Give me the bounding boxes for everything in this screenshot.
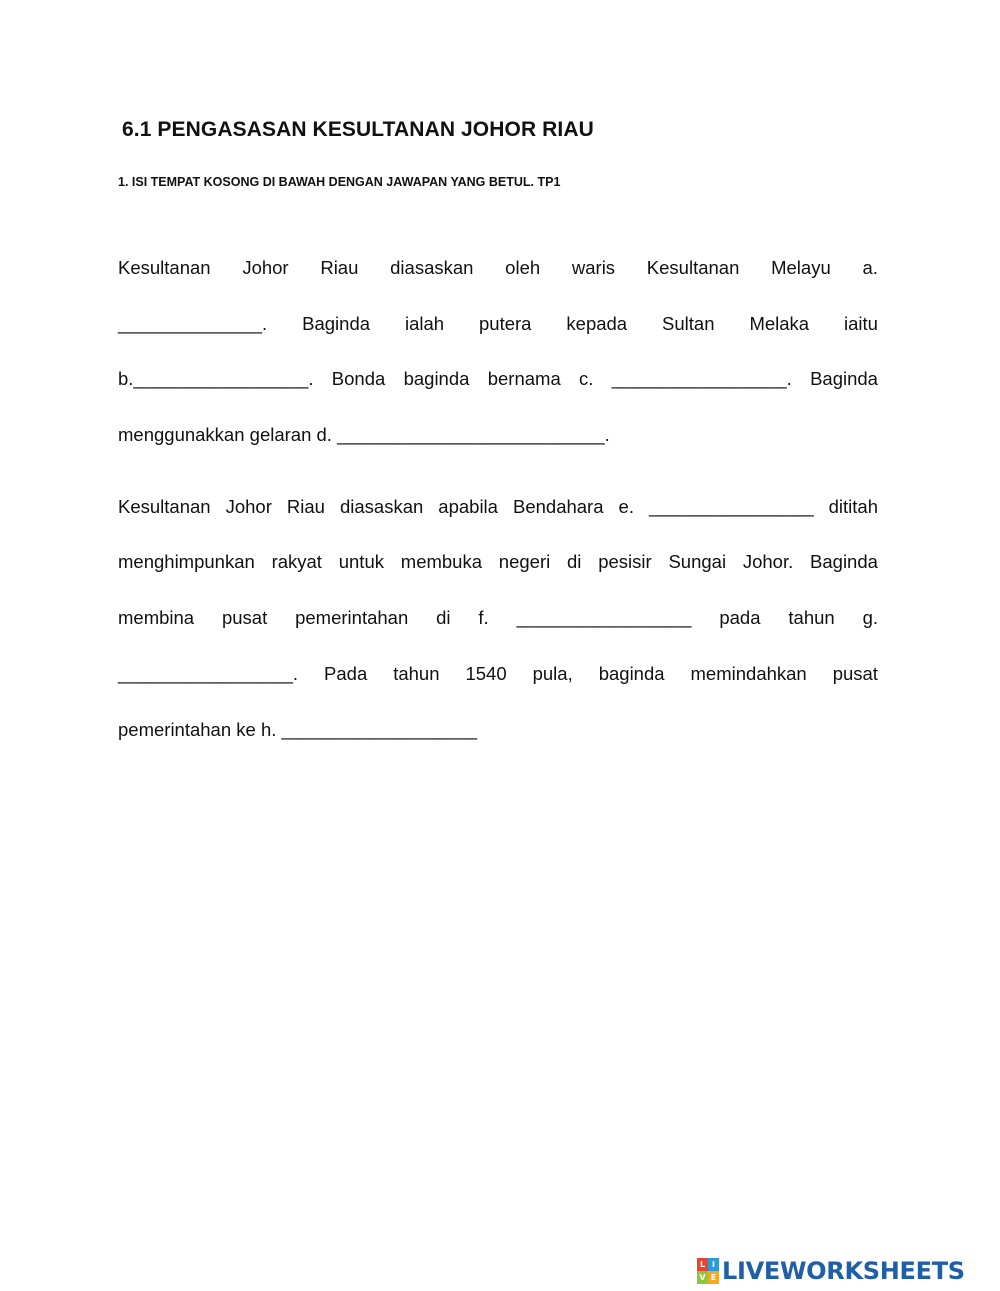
word: Bendahara xyxy=(512,496,604,517)
word: Kesultanan xyxy=(118,257,211,278)
word: ialah xyxy=(404,313,445,334)
paragraph2-line1 xyxy=(118,495,878,519)
word: Kesultanan xyxy=(646,257,740,278)
logo-letter-e: E xyxy=(708,1271,719,1284)
word: _________________. xyxy=(611,368,792,389)
word: e. xyxy=(618,496,634,517)
logo-letter-v: V xyxy=(697,1271,708,1284)
word: Melaka xyxy=(749,313,810,334)
paragraph1-line3 xyxy=(118,367,878,391)
word: _________________. xyxy=(118,663,299,684)
word: negeri xyxy=(498,551,551,572)
word: pusat xyxy=(221,607,268,628)
word: iaitu xyxy=(844,313,878,334)
word: baginda xyxy=(403,368,470,389)
word: menghimpunkan xyxy=(118,551,255,572)
word: pada xyxy=(719,607,761,628)
word: rakyat xyxy=(271,551,322,572)
word: f. xyxy=(478,607,489,628)
word: tahun xyxy=(788,607,835,628)
paragraph2-line2 xyxy=(118,550,878,574)
word: membina xyxy=(118,607,195,628)
worksheet-instruction: 1. ISI TEMPAT KOSONG DI BAWAH DENGAN JAWAPAN YANG BETUL. TP1 xyxy=(118,175,561,189)
paragraph1-line1 xyxy=(118,256,878,280)
word: Baginda xyxy=(810,368,878,389)
word: diasaskan xyxy=(339,496,424,517)
word: 1540 xyxy=(465,663,507,684)
word: Baginda xyxy=(810,551,878,572)
word: bernama xyxy=(487,368,561,389)
word: _________________ xyxy=(516,607,692,628)
worksheet-title: 6.1 PENGASASAN KESULTANAN JOHOR RIAU xyxy=(122,118,594,141)
word: c. xyxy=(579,368,594,389)
word: waris xyxy=(571,257,616,278)
word: Sultan xyxy=(662,313,715,334)
word: ________________ xyxy=(648,496,814,517)
word: ______________. xyxy=(118,313,268,334)
word: Kesultanan xyxy=(118,496,211,517)
liveworksheets-logo xyxy=(697,1257,965,1285)
word: Riau xyxy=(320,257,359,278)
word: pemerintahan xyxy=(295,607,409,628)
word: dititah xyxy=(828,496,878,517)
word: putera xyxy=(479,313,532,334)
word: diasaskan xyxy=(390,257,474,278)
word: tahun xyxy=(393,663,440,684)
liveworksheets-logo-icon xyxy=(697,1258,719,1284)
logo-letter-i: I xyxy=(708,1258,719,1271)
word: pula, xyxy=(532,663,573,684)
word: memindahkan xyxy=(690,663,807,684)
word: Bonda xyxy=(331,368,386,389)
paragraph2-line4 xyxy=(118,662,878,686)
liveworksheets-logo-text: LIVEWORKSHEETS xyxy=(722,1257,965,1285)
paragraph1-line2 xyxy=(118,312,878,336)
word: Johor xyxy=(242,257,289,278)
word: Riau xyxy=(286,496,325,517)
paragraph2-line5: pemerintahan ke h. ___________________ xyxy=(118,719,478,740)
word: Sungai xyxy=(668,551,727,572)
word: a. xyxy=(862,257,878,278)
paragraph2-line3 xyxy=(118,606,878,630)
paragraph1-line4: menggunakkan gelaran d. __________________________. xyxy=(118,424,610,445)
word: Melayu xyxy=(771,257,831,278)
word: g. xyxy=(862,607,878,628)
word: pusat xyxy=(832,663,878,684)
word: b._________________. xyxy=(118,368,314,389)
word: pesisir xyxy=(598,551,652,572)
word: apabila xyxy=(438,496,498,517)
word: Baginda xyxy=(302,313,371,334)
word: baginda xyxy=(598,663,665,684)
word: di xyxy=(436,607,451,628)
word: oleh xyxy=(505,257,541,278)
word: Johor xyxy=(225,496,272,517)
word: Johor. xyxy=(742,551,794,572)
word: Pada xyxy=(324,663,368,684)
word: untuk xyxy=(338,551,384,572)
logo-letter-l: L xyxy=(697,1258,708,1271)
word: di xyxy=(567,551,582,572)
word: kepada xyxy=(566,313,628,334)
word: membuka xyxy=(400,551,483,572)
